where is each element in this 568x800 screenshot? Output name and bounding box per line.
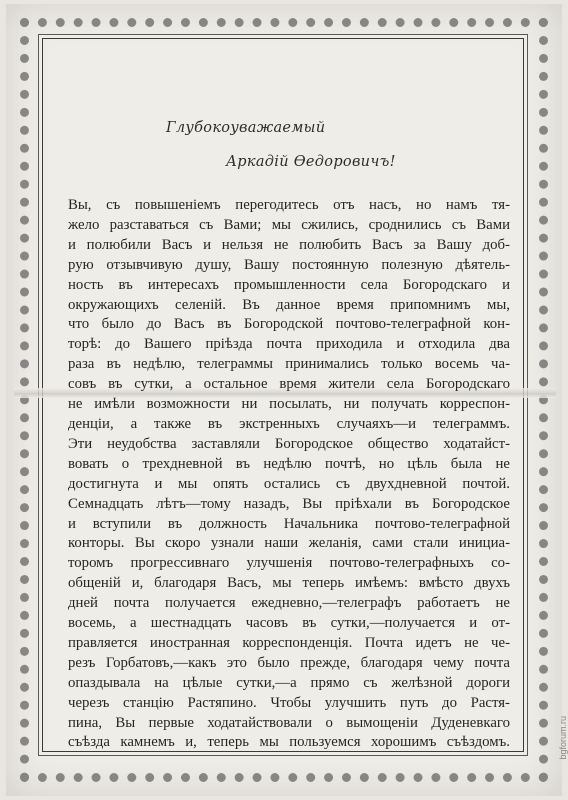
salutation-line-2: Аркадій Өедоровичъ! xyxy=(226,154,396,170)
body-line: опаздывала на цѣлые сутки,—а прямо съ желѣзной дороги xyxy=(68,674,510,691)
body-line: торѣ: до Вашего пріѣзда почта приходила и отходила два xyxy=(68,336,510,353)
body-line: дней почта получается ежедневно,—телеграфъ работаетъ не xyxy=(68,595,510,612)
body-line: и вступили въ должность Начальника почтово-телеграфной xyxy=(68,515,510,532)
body-line: правляется иностранная корреспонденція. Почта идетъ не че- xyxy=(68,634,510,651)
body-line: и полюбили Васъ и нельзя не полюбить Васъ за Вашу доб- xyxy=(68,236,510,253)
body-line: черезъ станцію Растяпино. Чтобы улучшить путь до Растя- xyxy=(68,694,510,711)
body-line: не имѣли возможности ни посылать, ни получать корреспон- xyxy=(68,396,510,413)
salutation-line-1: Глубокоуважаемый xyxy=(166,120,326,136)
watermark-text: bgforum.ru xyxy=(558,716,568,760)
body-line: жело разставаться съ Вами; мы сжились, сроднились съ Вами xyxy=(68,216,510,233)
body-line: раза въ недѣлю, телеграммы принимались только восемь ча- xyxy=(68,356,510,373)
letter-body xyxy=(68,196,510,753)
body-line: Вы, съ повышеніемъ перегодитесь отъ насъ, но намъ тя- xyxy=(68,197,510,213)
body-line: окружающихъ селеній. Въ данное время припомнимъ мы, xyxy=(68,296,510,313)
body-line: конторы. Вы скоро узнали наши желанія, сами стали инициа- xyxy=(68,535,510,552)
body-line: резъ Горбатовъ,—какъ это было прежде, благодаря чему почта xyxy=(68,654,510,671)
body-line: Эти неудобства заставляли Богородское общество ходатайст- xyxy=(68,435,510,452)
body-line: съѣзда камнемъ и, теперь мы пользуемся хорошимъ съѣздомъ. xyxy=(68,734,510,751)
body-line: торомъ прогрессивнаго улучшенія почтово-телеграфныхъ со- xyxy=(68,555,510,572)
body-line: денціи, а также въ экстренныхъ случаяхъ—и телеграммъ. xyxy=(68,415,510,432)
body-line: ность въ интересахъ промышленности села Богородскаго и xyxy=(68,276,510,293)
body-line: Семнадцать лѣтъ—тому назадъ, Вы пріѣхали въ Богородское xyxy=(68,495,510,512)
body-line: пина, Вы первые ходатайствовали о вымощеніи Дуденевкаго xyxy=(68,714,510,731)
body-line: совъ въ сутки, а остальное время жители села Богородскаго xyxy=(68,376,510,393)
body-line: что было до Васъ въ Богородской почтово-телеграфной кон- xyxy=(68,316,510,333)
body-line: вовать о трехдневной въ недѣлю почтѣ, но цѣль была не xyxy=(68,455,510,472)
body-line: рую отзывчивую душу, Вашу постоянную полезную дѣятель- xyxy=(68,256,510,273)
document-page xyxy=(6,4,562,796)
body-line: общеній и, благодаря Васъ, мы теперь имѣемъ: вмѣсто двухъ xyxy=(68,575,510,592)
body-line: восемь, а шестнадцать часовъ въ сутки,—получается и от- xyxy=(68,615,510,632)
body-line: достигнута и мы опять остались съ двухдневной почтой. xyxy=(68,475,510,492)
